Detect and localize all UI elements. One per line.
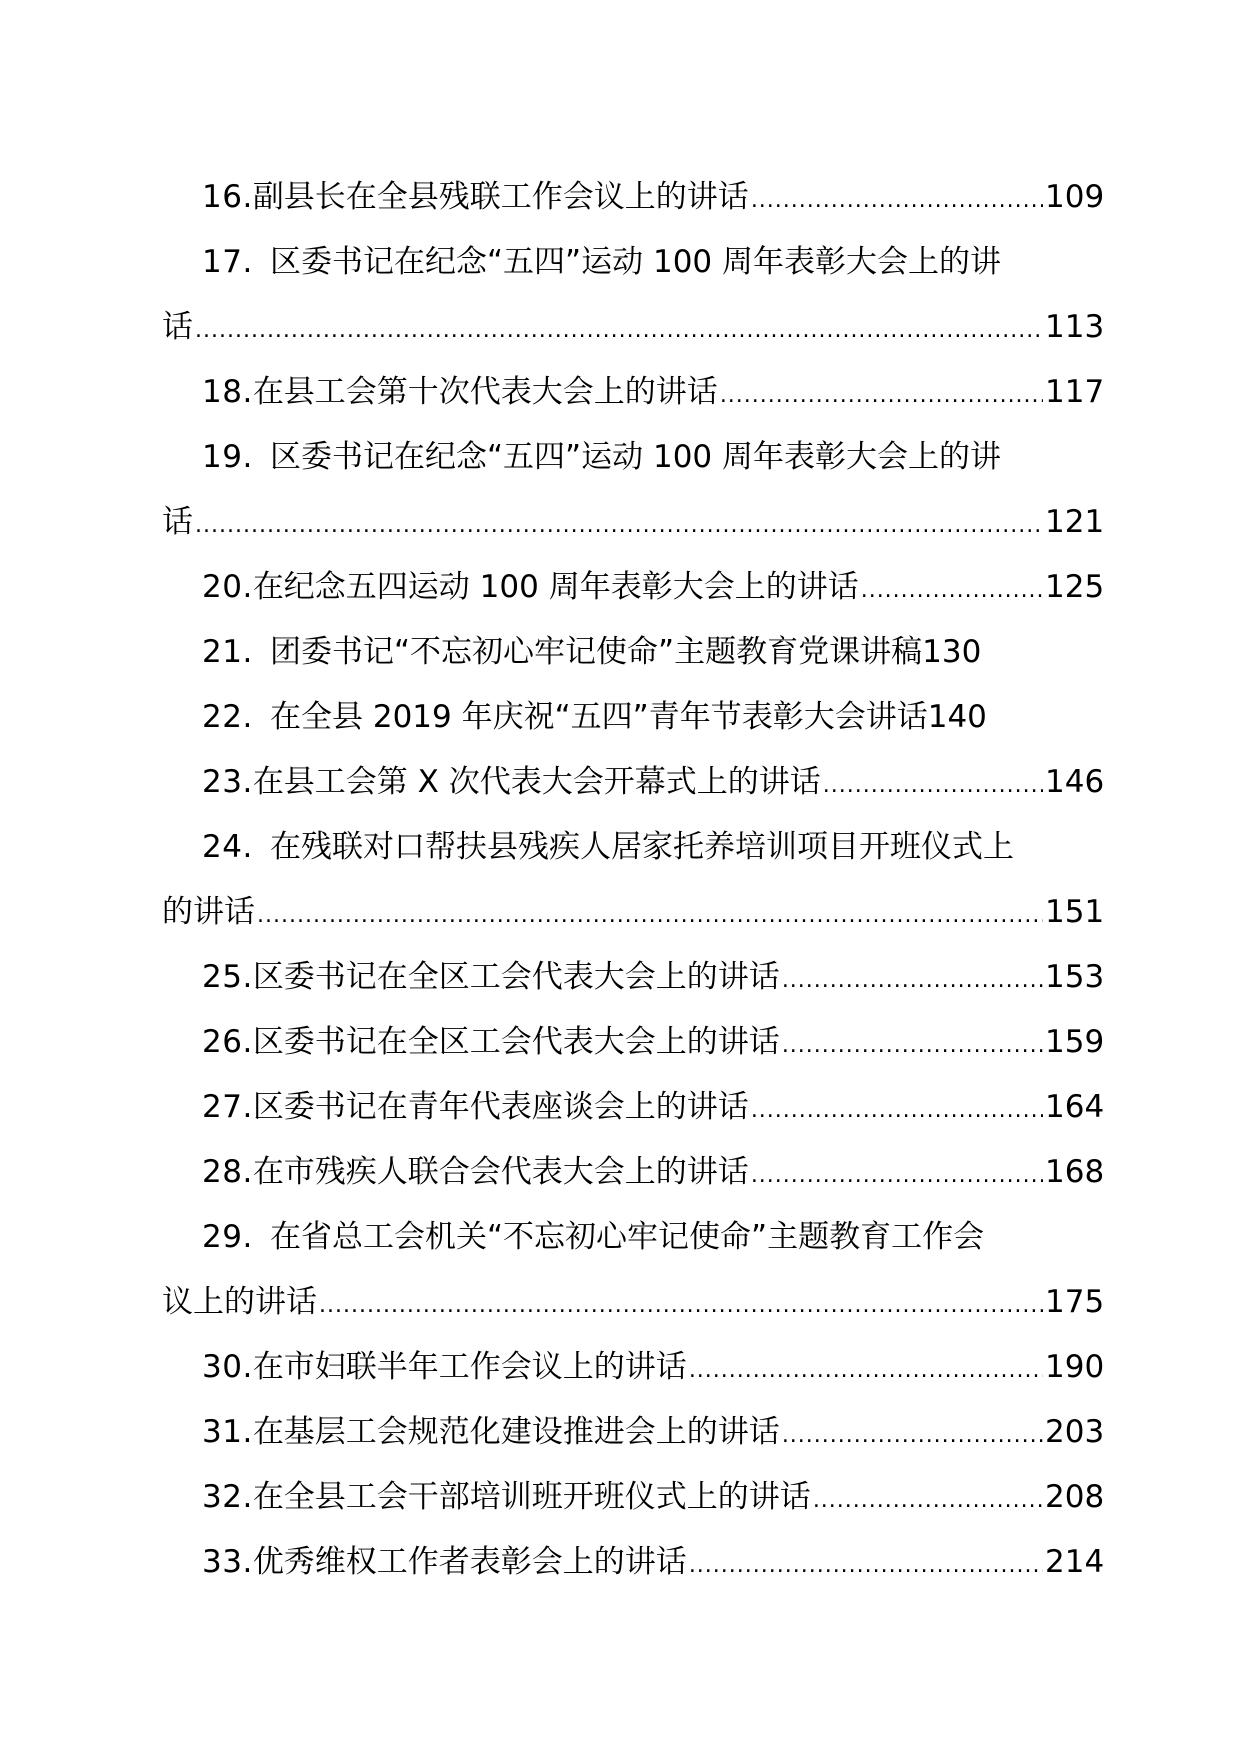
toc-entry-number: 29.	[202, 1219, 253, 1255]
toc-entry-number: 27.	[202, 1089, 253, 1125]
toc-entry-title: 在省总工会机关“不忘初心牢记使命”主题教育工作会	[270, 1219, 985, 1255]
toc-entry	[162, 230, 1097, 295]
dot-leader	[751, 1140, 1043, 1208]
toc-entry	[162, 750, 1105, 815]
dot-leader	[257, 880, 1043, 948]
toc-entry-title: 区委书记在纪念“五四”运动 100 周年表彰大会上的讲	[270, 244, 1001, 280]
toc-entry-page: 109	[1045, 179, 1105, 215]
dot-leader	[720, 360, 1043, 428]
toc-entry	[162, 1465, 1105, 1530]
dot-leader	[813, 1465, 1043, 1533]
toc-entry	[162, 1010, 1105, 1075]
toc-entry	[162, 1335, 1105, 1400]
toc-entry-number: 25.	[202, 959, 253, 995]
dot-leader	[751, 165, 1043, 233]
toc-entry-number: 23.	[202, 764, 253, 800]
toc-entry-title: 在全县 2019 年庆祝“五四”青年节表彰大会讲话	[270, 699, 928, 735]
toc-entry-page: 214	[1045, 1544, 1105, 1580]
toc-entry-page: 175	[1045, 1284, 1105, 1320]
dot-leader	[823, 750, 1043, 818]
toc-entry	[162, 425, 1097, 490]
toc-entry-title: 区委书记在纪念“五四”运动 100 周年表彰大会上的讲	[270, 439, 1001, 475]
toc-entry-number: 18.	[202, 374, 253, 410]
dot-leader	[782, 1400, 1043, 1468]
toc-entry-title: 团委书记“不忘初心牢记使命”主题教育党课讲稿	[270, 634, 923, 670]
toc-entry-title: 区委书记在全区工会代表大会上的讲话	[252, 959, 780, 995]
toc-entry-continuation	[162, 295, 1105, 360]
toc-entry-number: 32.	[202, 1479, 253, 1515]
toc-entry	[162, 555, 1105, 620]
toc-entry-page: 153	[1045, 959, 1105, 995]
toc-entry-continuation	[162, 880, 1105, 945]
toc-entry-title: 在县工会第 X 次代表大会开幕式上的讲话	[252, 764, 821, 800]
toc-entry-page: 208	[1045, 1479, 1105, 1515]
toc-entry-title: 区委书记在全区工会代表大会上的讲话	[252, 1024, 780, 1060]
dot-leader	[319, 1270, 1043, 1338]
toc-entry-title: 在市残疾人联合会代表大会上的讲话	[252, 1154, 749, 1190]
toc-entry	[162, 1530, 1105, 1595]
toc-entry	[162, 1140, 1105, 1205]
toc-entry-title: 话	[162, 309, 193, 345]
toc-entry-title: 的讲话	[162, 894, 255, 930]
toc-entry-number: 26.	[202, 1024, 253, 1060]
toc-entry-page: 121	[1045, 504, 1105, 540]
toc-entry-number: 33.	[202, 1544, 253, 1580]
toc-entry-title: 议上的讲话	[162, 1284, 317, 1320]
toc-entry	[162, 1075, 1105, 1140]
toc-entry-title: 优秀维权工作者表彰会上的讲话	[252, 1544, 687, 1580]
toc-entry-number: 24.	[202, 829, 253, 865]
toc-entry	[162, 945, 1105, 1010]
toc-entry-page: 117	[1045, 374, 1105, 410]
toc-entry-title: 副县长在全县残联工作会议上的讲话	[252, 179, 749, 215]
toc-entry-page: 125	[1045, 569, 1105, 605]
toc-entry-page: 159	[1045, 1024, 1105, 1060]
toc-entry-page: 130	[922, 634, 982, 670]
toc-entry	[162, 1400, 1105, 1465]
toc-entry-number: 22.	[202, 699, 253, 735]
toc-entry-number: 31.	[202, 1414, 253, 1450]
dot-leader	[195, 295, 1043, 363]
toc-entry	[162, 360, 1105, 425]
toc-entry	[162, 620, 1097, 685]
toc-entry-title: 在市妇联半年工作会议上的讲话	[252, 1349, 687, 1385]
toc-entry-number: 19.	[202, 439, 253, 475]
table-of-contents	[162, 165, 1105, 1595]
toc-entry-page: 113	[1045, 309, 1105, 345]
dot-leader	[751, 1075, 1043, 1143]
toc-entry-page: 146	[1045, 764, 1105, 800]
toc-entry	[162, 815, 1097, 880]
toc-entry	[162, 165, 1105, 230]
toc-entry-page: 190	[1045, 1349, 1105, 1385]
dot-leader	[782, 1010, 1043, 1078]
toc-entry-page: 151	[1045, 894, 1105, 930]
toc-entry-number: 17.	[202, 244, 253, 280]
toc-entry-number: 20.	[202, 569, 253, 605]
toc-entry-continuation	[162, 1270, 1105, 1335]
toc-entry-title: 话	[162, 504, 193, 540]
toc-entry-title: 区委书记在青年代表座谈会上的讲话	[252, 1089, 749, 1125]
toc-entry-number: 21.	[202, 634, 253, 670]
toc-entry-number: 30.	[202, 1349, 253, 1385]
toc-entry-title: 在纪念五四运动 100 周年表彰大会上的讲话	[252, 569, 859, 605]
toc-entry-number: 16.	[202, 179, 253, 215]
toc-entry-page: 168	[1045, 1154, 1105, 1190]
dot-leader	[689, 1335, 1043, 1403]
toc-entry-title: 在基层工会规范化建设推进会上的讲话	[252, 1414, 780, 1450]
toc-entry-title: 在全县工会干部培训班开班仪式上的讲话	[252, 1479, 811, 1515]
toc-entry-title: 在残联对口帮扶县残疾人居家托养培训项目开班仪式上	[270, 829, 1014, 865]
toc-entry-page: 164	[1045, 1089, 1105, 1125]
toc-entry-continuation	[162, 490, 1105, 555]
toc-entry-page: 140	[927, 699, 987, 735]
toc-entry-title: 在县工会第十次代表大会上的讲话	[252, 374, 718, 410]
toc-entry	[162, 1205, 1097, 1270]
dot-leader	[782, 945, 1043, 1013]
toc-entry	[162, 685, 1097, 750]
toc-entry-number: 28.	[202, 1154, 253, 1190]
dot-leader	[861, 555, 1043, 623]
dot-leader	[195, 490, 1043, 558]
toc-entry-page: 203	[1045, 1414, 1105, 1450]
dot-leader	[689, 1530, 1043, 1598]
